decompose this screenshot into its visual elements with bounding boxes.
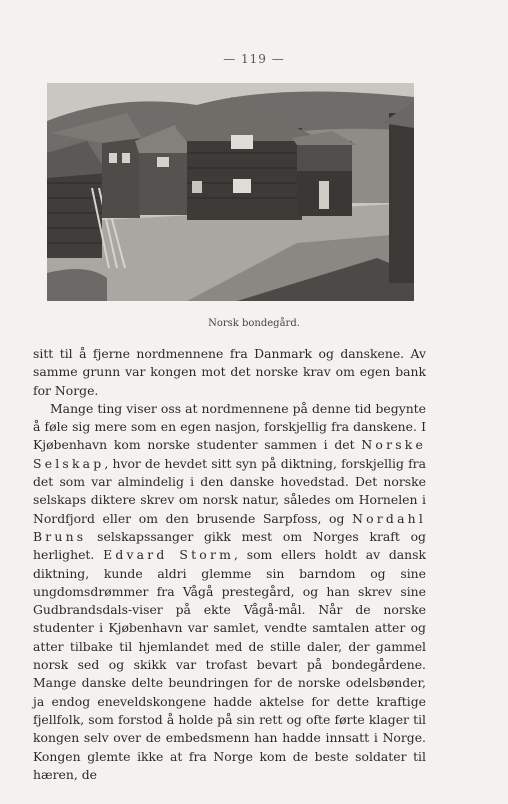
text-run: , som ellers holdt av dansk diktning, kunde aldri glemme sin barndom og sine ungdomsdrømmer fra Vågå prestegård, og han skrev sine Gudbrandsdals-viser på ekte Vågå-mål. Når de norske studenter i Kjøbenhavn var samlet, vendte samtalen atter og atter tilbake til hjemlandet med de stille daler, der gammel norsk sed og skikk var trofast bevart på bondegårdene. Mange danske delte beundringen for de norske odelsbønder, ja endog eneveldskongene hadde aktelse for dette kraftige fjellfolk, som forstod å holde på sin rett og ofte førte klager til kongen selv over de embedsmenn han hadde innsatt i Norge. Kongen glemte ikke at fra Norge kom de beste soldater til hæren, de	[33, 547, 426, 782]
text-run: selskapssanger gikk mest om Norges kraft og herlighet.	[33, 528, 426, 563]
paragraph	[33, 400, 426, 784]
spaced-name: Norske Selskap	[33, 437, 426, 471]
text-run: Mange ting viser oss at nordmennene på denne tid begynte å føle sig mere som en egen nasjon, forskjellig fra danskene. I Kjøbenhavn kom norske studenter sammen i det	[33, 400, 426, 453]
spaced-name: Edvard Storm	[103, 547, 235, 563]
figure-caption: Norsk bondegård.	[208, 318, 300, 329]
paragraph: sitt til å fjerne nordmennene fra Danmark og danskene. Av samme grunn var kongen mot det norske krav om egen bank for Norge.	[33, 346, 426, 398]
farm-photo	[47, 83, 414, 301]
page-number: — 119 —	[223, 52, 285, 66]
body-text	[33, 345, 426, 784]
spaced-name: Nordahl Bruns	[33, 510, 426, 544]
text-run: , hvor de hevdet sitt syn på diktning, forskjellig fra det som var almindelig i den danske hovedstad. Det norske selskaps diktere skrev om norsk natur, således om Hornelen i Nordfjord eller om den brusende Sarpfoss, og	[33, 455, 426, 526]
